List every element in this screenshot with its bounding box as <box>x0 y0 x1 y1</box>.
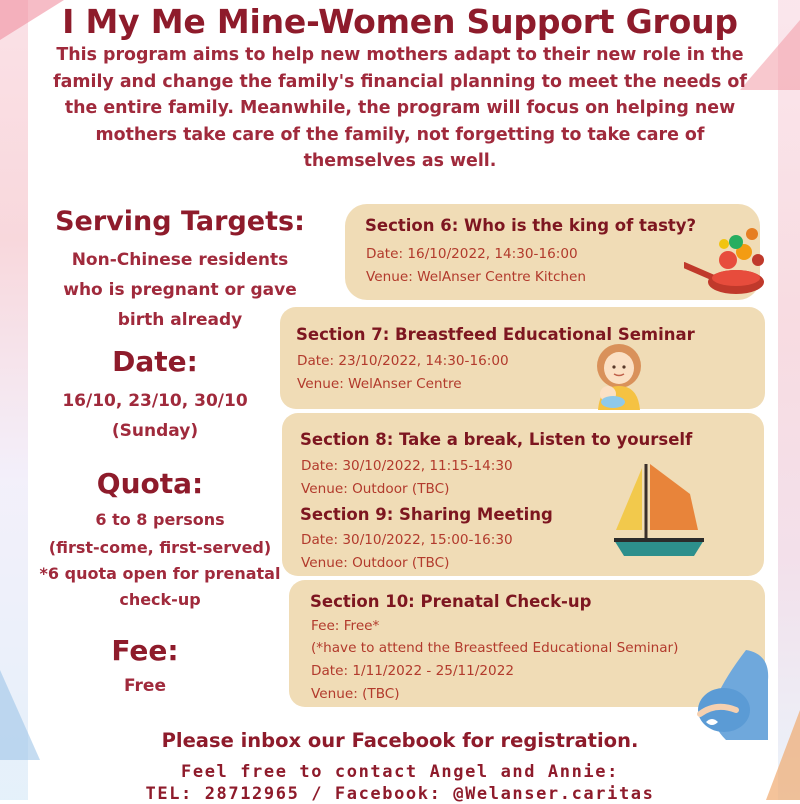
contact-details: TEL: 28712965 / Facebook: @Welanser.caritas <box>145 784 655 804</box>
pregnant-woman-icon <box>686 650 770 740</box>
date-heading: Date: <box>112 345 198 378</box>
cooking-pan-icon <box>684 220 766 298</box>
sailboat-icon <box>612 460 706 558</box>
section-7-date: Date: 23/10/2022, 14:30-16:00 <box>297 353 509 369</box>
section-10-venue: Venue: (TBC) <box>311 686 400 702</box>
section-8-venue: Venue: Outdoor (TBC) <box>301 481 450 497</box>
serving-targets-line: who is pregnant or gave <box>63 280 297 300</box>
section-10-date: Date: 1/11/2022 - 25/11/2022 <box>311 663 514 679</box>
quota-line: (first-come, first-served) <box>48 538 272 557</box>
quota-line: 6 to 8 persons <box>95 510 225 529</box>
section-6-title: Section 6: Who is the king of tasty? <box>365 216 697 235</box>
right-border-decoration <box>778 0 800 800</box>
section-6-date: Date: 16/10/2022, 14:30-16:00 <box>366 246 578 262</box>
section-9-venue: Venue: Outdoor (TBC) <box>301 555 450 571</box>
serving-targets-heading: Serving Targets: <box>55 206 305 237</box>
program-description: This program aims to help new mothers adapt to their new role in the family and change the family's financial planning to meet the needs of the entire family. Meanwhile, the program will focus on helping new mothers take care of the family, not forgetting to take care of themselves as well. <box>53 45 747 171</box>
section-10-title: Section 10: Prenatal Check-up <box>310 592 592 611</box>
poster-title: I My Me Mine-Women Support Group <box>62 2 738 41</box>
contact-line: Feel free to contact Angel and Annie: <box>181 762 619 782</box>
fee-value: Free <box>124 676 166 696</box>
quota-line: check-up <box>119 590 201 609</box>
mother-baby-icon <box>592 342 646 410</box>
quota-heading: Quota: <box>96 467 204 500</box>
section-6-venue: Venue: WelAnser Centre Kitchen <box>366 269 587 285</box>
section-7-title: Section 7: Breastfeed Educational Seminar <box>296 325 695 344</box>
section-10-note: (*have to attend the Breastfeed Educational Seminar) <box>311 640 679 656</box>
section-8-date: Date: 30/10/2022, 11:15-14:30 <box>301 458 513 474</box>
date-line: 16/10, 23/10, 30/10 <box>62 391 248 411</box>
section-9-date: Date: 30/10/2022, 15:00-16:30 <box>301 532 513 548</box>
registration-note: Please inbox our Facebook for registration. <box>161 729 639 752</box>
section-8-title: Section 8: Take a break, Listen to yourself <box>300 430 693 449</box>
section-10-fee: Fee: Free* <box>311 618 380 634</box>
fee-heading: Fee: <box>111 634 179 667</box>
section-7-venue: Venue: WelAnser Centre <box>297 376 462 392</box>
serving-targets-line: Non-Chinese residents <box>71 250 289 270</box>
section-9-title: Section 9: Sharing Meeting <box>300 505 553 524</box>
quota-line: *6 quota open for prenatal <box>39 564 281 583</box>
serving-targets-line: birth already <box>117 310 243 330</box>
date-line: (Sunday) <box>111 421 199 441</box>
